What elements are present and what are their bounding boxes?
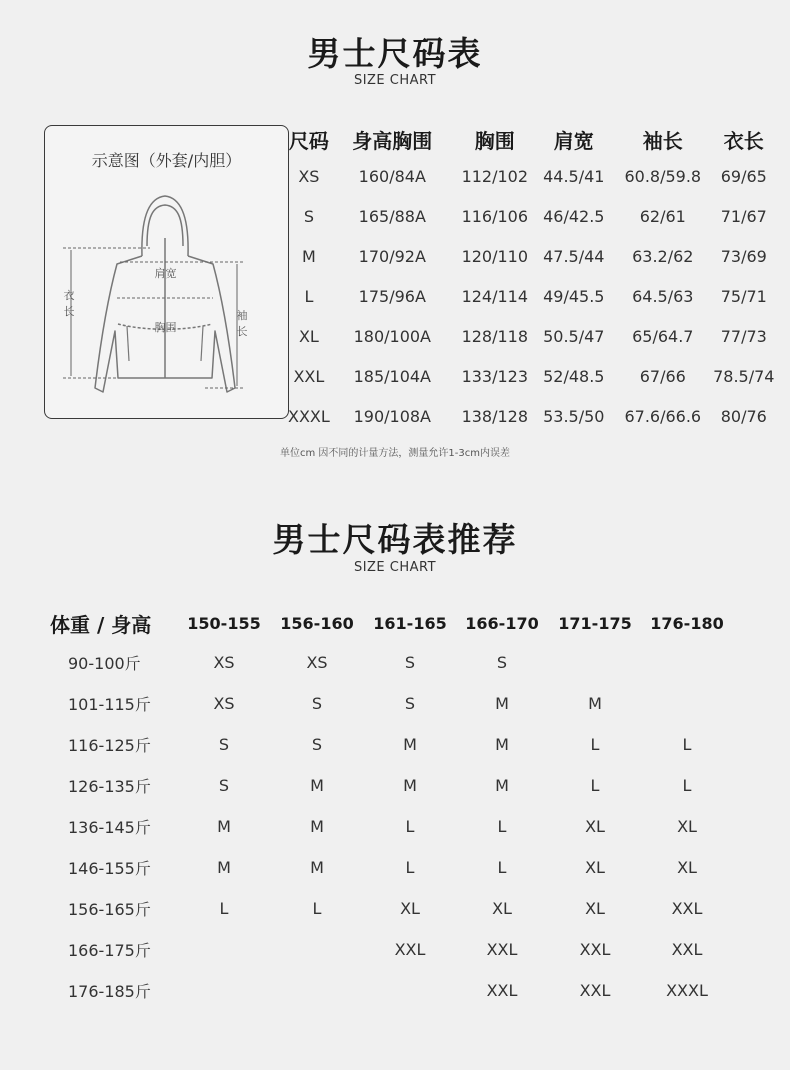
size-chart-header-row: [288, 122, 775, 156]
table-cell: M: [495, 776, 509, 795]
row-label-cell: M: [301, 246, 316, 266]
table-cell: L: [219, 899, 229, 918]
table-cell: XL: [677, 858, 697, 877]
table-cell: L: [312, 899, 322, 918]
height-header: 166-170: [465, 613, 539, 633]
table-cell: 75/71: [720, 286, 767, 306]
table-cell: XL: [585, 817, 605, 836]
table-cell: S: [311, 694, 323, 713]
table-cell: M: [495, 694, 509, 713]
table-cell: 116/106: [461, 206, 529, 226]
row-label-cell: 156-165斤: [68, 900, 151, 919]
size-chart-table: [288, 122, 775, 436]
table-row: [288, 316, 775, 356]
chest-label: 胸围: [154, 321, 177, 334]
table-cell: 170/92A: [358, 246, 426, 266]
recommend-title: 男士尺码表推荐: [272, 520, 518, 559]
table-cell: L: [590, 735, 600, 754]
table-cell: XS: [213, 653, 235, 672]
table-cell: 69/65: [720, 166, 767, 186]
recommend-subtitle: SIZE CHART: [353, 560, 437, 575]
height-header: 156-160: [280, 613, 354, 633]
table-cell: M: [588, 694, 602, 713]
table-cell: S: [218, 735, 230, 754]
table-cell: 190/108A: [353, 406, 431, 426]
shoulder-label: 肩宽: [154, 267, 177, 280]
table-cell: M: [310, 817, 324, 836]
table-cell: L: [682, 776, 692, 795]
table-row: [50, 642, 732, 683]
table-cell: M: [217, 817, 231, 836]
row-label-cell: L: [304, 286, 314, 306]
table-cell: XXXL: [666, 981, 708, 1000]
table-cell: 71/67: [720, 206, 767, 226]
row-label-cell: 136-145斤: [68, 818, 151, 837]
recommend-header-row: [50, 604, 732, 642]
table-cell: M: [403, 776, 417, 795]
table-cell: XXL: [671, 899, 703, 918]
table-row: [288, 356, 775, 396]
table-cell: XS: [306, 653, 328, 672]
table-cell: 77/73: [720, 326, 767, 346]
table-row: [50, 683, 732, 724]
header-sleeve: 袖长: [642, 128, 683, 153]
table-cell: S: [404, 694, 416, 713]
measurement-note: 单位cm 因不同的计量方法，测量允许1-3cm内误差: [280, 448, 510, 459]
table-cell: XXL: [394, 940, 426, 959]
weight-height-header: 体重 / 身高: [50, 612, 152, 637]
table-cell: XL: [492, 899, 512, 918]
table-cell: [270, 929, 364, 970]
table-cell: XL: [585, 858, 605, 877]
table-row: [50, 929, 732, 970]
table-cell: XXL: [579, 940, 611, 959]
table-cell: 175/96A: [358, 286, 426, 306]
table-cell: 133/123: [461, 366, 529, 386]
row-label-cell: 90-100斤: [68, 654, 141, 673]
height-header: 176-180: [650, 613, 724, 633]
row-label-cell: XXXL: [288, 406, 330, 426]
header-size: 尺码: [288, 128, 329, 153]
table-row: [50, 724, 732, 765]
table-cell: 53.5/50: [543, 406, 605, 426]
height-header: 161-165: [373, 613, 447, 633]
table-cell: 63.2/62: [632, 246, 694, 266]
table-cell: M: [403, 735, 417, 754]
table-cell: XS: [213, 694, 235, 713]
table-cell: L: [405, 858, 415, 877]
table-cell: XXL: [579, 981, 611, 1000]
header-length: 衣长: [723, 128, 764, 153]
row-label-cell: XXL: [293, 366, 325, 386]
row-label-cell: XL: [298, 326, 319, 346]
height-header: 150-155: [187, 613, 261, 633]
table-cell: XL: [400, 899, 420, 918]
table-cell: L: [590, 776, 600, 795]
length-label: 衣 长: [63, 289, 75, 318]
table-cell: M: [495, 735, 509, 754]
table-cell: 44.5/41: [543, 166, 605, 186]
table-cell: 165/88A: [358, 206, 426, 226]
table-cell: [642, 683, 732, 724]
table-cell: S: [218, 776, 230, 795]
table-cell: [364, 970, 456, 1011]
table-cell: 138/128: [461, 406, 529, 426]
table-cell: 65/64.7: [632, 326, 694, 346]
table-cell: S: [311, 735, 323, 754]
header-shoulder: 肩宽: [553, 128, 594, 153]
table-cell: 67.6/66.6: [624, 406, 702, 426]
table-cell: L: [497, 817, 507, 836]
row-label-cell: 126-135斤: [68, 777, 151, 796]
sleeve-label: 袖 长: [236, 309, 248, 338]
table-cell: [178, 929, 270, 970]
table-row: [50, 806, 732, 847]
table-cell: 64.5/63: [632, 286, 694, 306]
table-row: [50, 970, 732, 1011]
table-cell: 67/66: [639, 366, 686, 386]
page-title: 男士尺码表: [307, 34, 483, 73]
table-cell: XXL: [671, 940, 703, 959]
row-label-cell: S: [303, 206, 314, 226]
row-label-cell: 166-175斤: [68, 941, 151, 960]
table-cell: 128/118: [461, 326, 529, 346]
table-row: [50, 765, 732, 806]
table-cell: XXL: [486, 940, 518, 959]
table-cell: 50.5/47: [543, 326, 605, 346]
header-height-chest: 身高胸围: [352, 128, 433, 153]
table-cell: 120/110: [461, 246, 529, 266]
table-cell: S: [404, 653, 416, 672]
table-cell: 78.5/74: [713, 366, 775, 386]
row-label-cell: 101-115斤: [68, 695, 151, 714]
header-chest: 胸围: [474, 128, 515, 153]
table-cell: 180/100A: [353, 326, 431, 346]
row-label-cell: 176-185斤: [68, 982, 151, 1001]
garment-diagram: [44, 125, 289, 419]
table-row: [50, 888, 732, 929]
table-cell: L: [682, 735, 692, 754]
table-row: [288, 156, 775, 196]
table-cell: 160/84A: [358, 166, 426, 186]
row-label-cell: 146-155斤: [68, 859, 151, 878]
table-cell: 112/102: [461, 166, 529, 186]
table-cell: [270, 970, 364, 1011]
table-cell: XXL: [486, 981, 518, 1000]
table-cell: [642, 642, 732, 683]
table-row: [288, 236, 775, 276]
table-cell: 52/48.5: [543, 366, 605, 386]
table-cell: S: [496, 653, 508, 672]
table-cell: XL: [585, 899, 605, 918]
table-row: [288, 276, 775, 316]
table-row: [288, 396, 775, 436]
table-cell: M: [217, 858, 231, 877]
table-cell: 47.5/44: [543, 246, 605, 266]
table-cell: XL: [677, 817, 697, 836]
row-label-cell: 116-125斤: [68, 736, 151, 755]
table-cell: 49/45.5: [543, 286, 605, 306]
height-header: 171-175: [558, 613, 632, 633]
table-cell: 80/76: [720, 406, 767, 426]
table-row: [50, 847, 732, 888]
table-cell: M: [310, 858, 324, 877]
table-row: [288, 196, 775, 236]
row-label-cell: XS: [298, 166, 320, 186]
table-cell: 60.8/59.8: [624, 166, 702, 186]
table-cell: 73/69: [720, 246, 767, 266]
page-subtitle: SIZE CHART: [353, 73, 437, 88]
diagram-label: 示意图（外套/内胆）: [91, 151, 242, 170]
table-cell: M: [310, 776, 324, 795]
table-cell: [178, 970, 270, 1011]
table-cell: 46/42.5: [543, 206, 605, 226]
table-cell: 62/61: [639, 206, 686, 226]
recommend-table: [50, 604, 732, 1011]
table-cell: 185/104A: [353, 366, 431, 386]
table-cell: [548, 642, 642, 683]
table-cell: L: [497, 858, 507, 877]
table-cell: L: [405, 817, 415, 836]
table-cell: 124/114: [461, 286, 529, 306]
